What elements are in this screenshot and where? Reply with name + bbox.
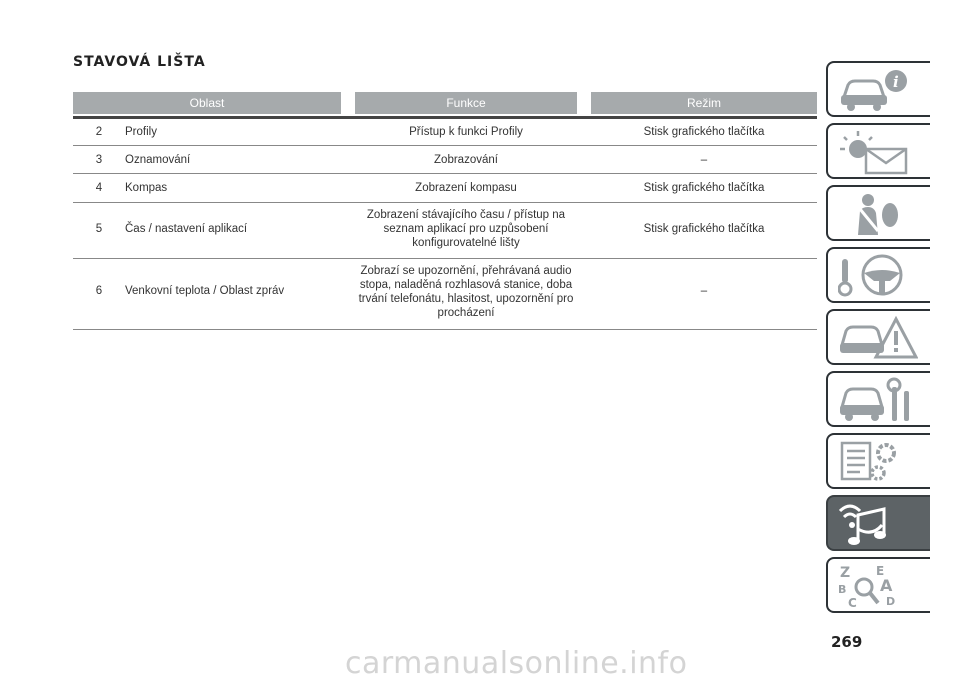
header-oblast: Oblast	[73, 92, 341, 114]
status-bar-table	[73, 92, 817, 330]
multimedia-music-icon	[838, 501, 918, 547]
table-row	[73, 146, 817, 174]
header-rezim: Režim	[591, 92, 817, 114]
table-row	[73, 203, 817, 259]
row-funkce: Zobrazí se upozornění, přehrávaná audio stopa, naladěná rozhlasová stanice, doba trvání telefonátu, hlasitost, upozornění pro procházení	[358, 265, 574, 319]
row-rezim: Stisk grafického tlačítka	[643, 126, 765, 138]
row-number: 5	[95, 223, 103, 235]
tab-emergency[interactable]	[826, 309, 930, 365]
tab-technical-data[interactable]	[826, 433, 930, 489]
alphabetical-index-icon	[838, 563, 918, 609]
svg-text:D: D	[886, 595, 896, 608]
row-funkce: Zobrazování	[434, 153, 498, 166]
key-steering-wheel-icon	[838, 253, 918, 299]
svg-text:B: B	[838, 583, 847, 596]
page-title: STAVOVÁ LIŠTA	[73, 54, 206, 70]
row-rezim: Stisk grafického tlačítka	[643, 182, 765, 194]
row-funkce: Zobrazení kompasu	[415, 182, 517, 194]
row-number: 6	[95, 285, 103, 297]
svg-text:Z: Z	[840, 565, 851, 581]
car-service-tools-icon	[838, 377, 918, 423]
watermark: carmanualsonline.info	[345, 646, 688, 681]
table-row	[73, 174, 817, 203]
tab-index[interactable]	[826, 557, 930, 613]
row-rezim: –	[700, 153, 708, 166]
row-number: 3	[95, 153, 103, 166]
car-info-icon	[838, 67, 918, 113]
tab-safety[interactable]	[826, 185, 930, 241]
tab-starting-driving[interactable]	[826, 247, 930, 303]
specifications-gear-icon	[838, 439, 918, 485]
row-number: 2	[95, 126, 103, 138]
svg-text:C: C	[848, 596, 857, 609]
table-row	[73, 259, 817, 330]
car-emergency-icon	[838, 315, 918, 361]
row-oblast: Oznamování	[125, 153, 191, 166]
row-oblast: Kompas	[125, 182, 168, 194]
row-funkce: Přístup k funkci Profily	[409, 126, 523, 138]
tab-warning-lights[interactable]	[826, 123, 930, 179]
svg-text:E: E	[876, 564, 885, 578]
svg-text:A: A	[880, 576, 893, 595]
seatbelt-airbag-icon	[838, 191, 918, 237]
tab-car-info[interactable]	[826, 61, 930, 117]
tab-multimedia[interactable]	[826, 495, 930, 551]
row-rezim: Stisk grafického tlačítka	[643, 223, 765, 235]
warning-light-message-icon	[838, 129, 918, 175]
header-funkce: Funkce	[355, 92, 577, 114]
table-row	[73, 119, 817, 146]
row-number: 4	[95, 182, 103, 194]
tab-servicing[interactable]	[826, 371, 930, 427]
row-rezim: –	[700, 285, 708, 297]
row-oblast: Venkovní teplota / Oblast zpráv	[125, 285, 285, 297]
row-funkce: Zobrazení stávajícího času / přístup na seznam aplikací pro uzpůsobení konfigurovatelné lišty	[366, 209, 566, 249]
table-header	[73, 92, 817, 114]
row-oblast: Profily	[125, 126, 157, 138]
svg-text:i: i	[893, 73, 899, 91]
row-oblast: Čas / nastavení aplikací	[125, 223, 248, 235]
page-number: 269	[831, 633, 863, 651]
